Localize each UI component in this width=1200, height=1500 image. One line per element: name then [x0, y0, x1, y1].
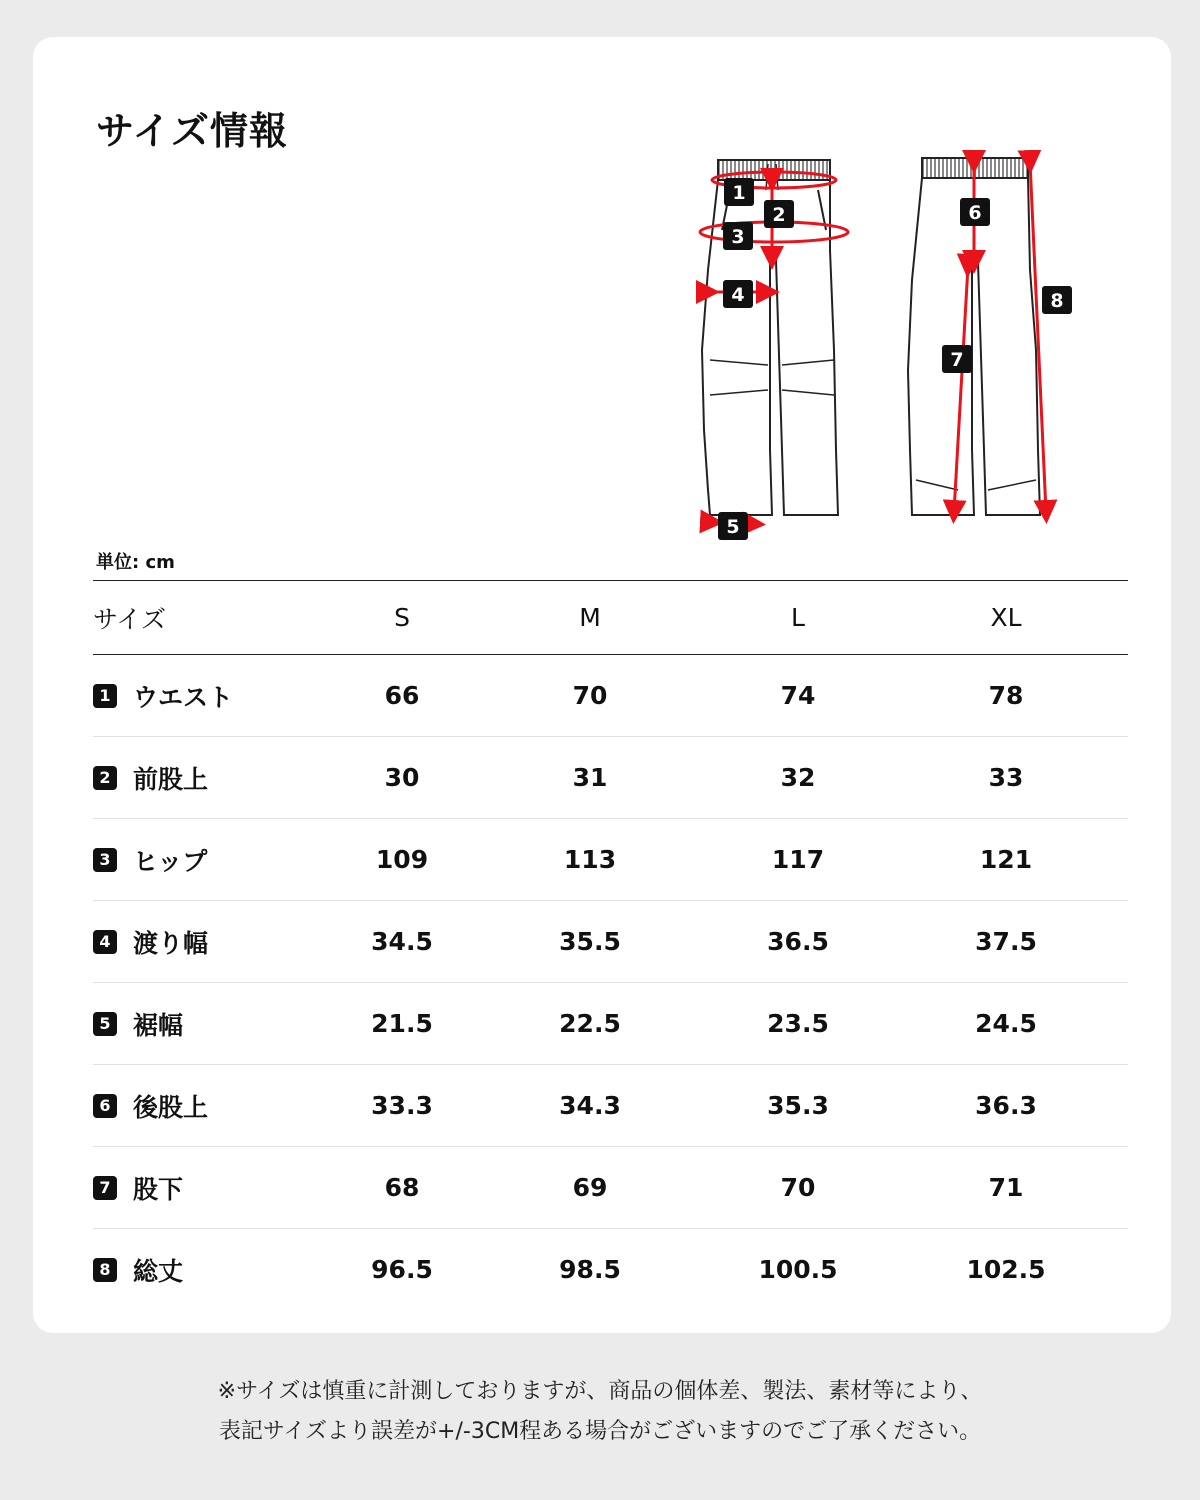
cell-value: 35.3 — [767, 1091, 829, 1120]
cell-value: 21.5 — [371, 1009, 433, 1038]
row-label: 渡り幅 — [133, 928, 209, 958]
cell-value: 35.5 — [559, 927, 621, 956]
marker-4 — [723, 280, 753, 308]
row-number-badge: 3 — [93, 848, 117, 872]
marker-3 — [723, 222, 753, 250]
note-line-2: 表記サイズより誤差が+/-3CM程ある場合がございますのでご了承ください。 — [218, 1419, 982, 1444]
cell-value: 34.3 — [559, 1091, 621, 1120]
pants-measurement-diagram — [690, 150, 1090, 545]
note-line-1: ※サイズは慎重に計測しておりますが、商品の個体差、製法、素材等により、 — [217, 1379, 983, 1404]
row-number-badge: 1 — [93, 684, 117, 708]
svg-text:1: 1 — [732, 182, 746, 204]
svg-text:6: 6 — [968, 202, 982, 224]
disclaimer-note — [0, 1372, 1200, 1452]
page-title: サイズ情報 — [96, 109, 288, 153]
cell-value: 32 — [780, 763, 816, 792]
cell-value: 109 — [375, 845, 429, 874]
table-header-row — [93, 581, 1128, 655]
marker-2 — [764, 200, 794, 228]
marker-7 — [942, 345, 972, 373]
cell-value: 68 — [384, 1173, 420, 1202]
cell-value: 71 — [988, 1173, 1024, 1202]
header-m: M — [579, 603, 601, 632]
table-row — [93, 1147, 1128, 1229]
svg-text:3: 3 — [731, 226, 745, 248]
row-label: 股下 — [133, 1174, 184, 1204]
cell-value: 36.5 — [767, 927, 829, 956]
table-row — [93, 983, 1128, 1065]
cell-value: 66 — [384, 681, 420, 710]
header-xl: XL — [990, 603, 1022, 632]
cell-value: 24.5 — [975, 1009, 1037, 1038]
cell-value: 23.5 — [767, 1009, 829, 1038]
row-label: 裾幅 — [133, 1010, 184, 1040]
row-label: ウエスト — [133, 682, 234, 712]
cell-value: 100.5 — [758, 1255, 838, 1284]
cell-value: 113 — [563, 845, 617, 874]
cell-value: 117 — [771, 845, 825, 874]
marker-6 — [960, 198, 990, 226]
cell-value: 34.5 — [371, 927, 433, 956]
table-row — [93, 655, 1128, 737]
svg-text:8: 8 — [1050, 290, 1064, 312]
table-row — [93, 1229, 1128, 1310]
row-number-badge: 7 — [93, 1176, 117, 1200]
cell-value: 74 — [780, 681, 816, 710]
cell-value: 121 — [979, 845, 1033, 874]
header-l: L — [791, 603, 805, 632]
row-label: 総丈 — [133, 1256, 184, 1286]
table-row — [93, 1065, 1128, 1147]
marker-5 — [718, 512, 748, 540]
marker-1 — [724, 178, 754, 206]
svg-text:2: 2 — [772, 204, 786, 226]
cell-value: 33 — [988, 763, 1024, 792]
cell-value: 22.5 — [559, 1009, 621, 1038]
size-table — [93, 580, 1128, 1310]
svg-text:7: 7 — [950, 349, 964, 371]
row-label: 後股上 — [133, 1092, 209, 1122]
unit-label: 単位: cm — [96, 552, 175, 573]
header-s: S — [394, 603, 410, 632]
table-row — [93, 901, 1128, 983]
row-label: 前股上 — [133, 764, 209, 794]
table-row — [93, 737, 1128, 819]
cell-value: 30 — [384, 763, 420, 792]
cell-value: 70 — [572, 681, 608, 710]
cell-value: 78 — [988, 681, 1024, 710]
row-number-badge: 2 — [93, 766, 117, 790]
row-number-badge: 5 — [93, 1012, 117, 1036]
cell-value: 69 — [572, 1173, 608, 1202]
row-number-badge: 8 — [93, 1258, 117, 1282]
cell-value: 102.5 — [966, 1255, 1046, 1284]
cell-value: 36.3 — [975, 1091, 1037, 1120]
row-label: ヒップ — [133, 846, 208, 876]
cell-value: 70 — [780, 1173, 816, 1202]
header-size: サイズ — [93, 604, 167, 634]
row-number-badge: 6 — [93, 1094, 117, 1118]
svg-text:5: 5 — [726, 516, 740, 538]
cell-value: 33.3 — [371, 1091, 433, 1120]
cell-value: 96.5 — [371, 1255, 433, 1284]
marker-8 — [1042, 286, 1072, 314]
cell-value: 31 — [572, 763, 608, 792]
row-number-badge: 4 — [93, 930, 117, 954]
table-row — [93, 819, 1128, 901]
cell-value: 98.5 — [559, 1255, 621, 1284]
cell-value: 37.5 — [975, 927, 1037, 956]
svg-text:4: 4 — [731, 284, 745, 306]
